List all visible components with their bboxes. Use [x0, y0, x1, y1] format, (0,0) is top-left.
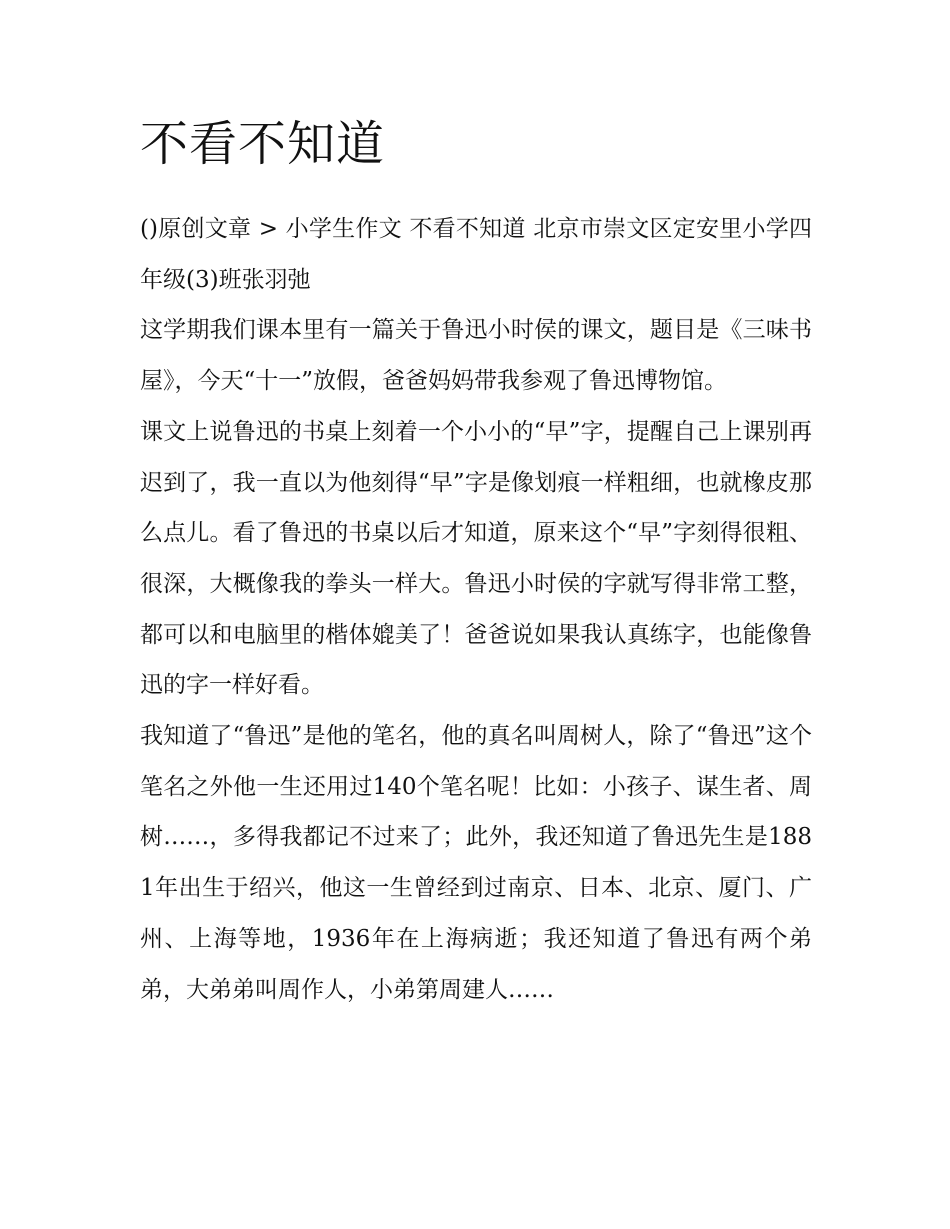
- body-paragraph-3: 我知道了“鲁迅”是他的笔名，他的真名叫周树人，除了“鲁迅”这个笔名之外他一生还用过140个笔名呢！比如：小孩子、谋生者、周树……，多得我都记不过来了；此外，我还知道了鲁迅先生是1881年出生于绍兴，他这一生曾经到过南京、日本、北京、厦门、广州、上海等地，1936年在上海病逝；我还知道了鲁迅有两个弟弟，大弟弟叫周作人，小弟第周建人……: [140, 723, 812, 1003]
- body-paragraph-2: 课文上说鲁迅的书桌上刻着一个小小的“早”字，提醒自己上课别再迟到了，我一直以为他刻得“早”字是像划痕一样粗细，也就橡皮那么点儿。看了鲁迅的书桌以后才知道，原来这个“早”字刻得很粗、很深，大概像我的拳头一样大。鲁迅小时侯的字就写得非常工整，都可以和电脑里的楷体媲美了！爸爸说如果我认真练字，也能像鲁迅的字一样好看。: [140, 418, 812, 699]
- document-title: 不看不知道: [140, 116, 386, 172]
- document-page: [140, 112, 812, 1015]
- body-paragraph-1: 这学期我们课本里有一篇关于鲁迅小时侯的课文，题目是《三味书屋》，今天“十一”放假，爸爸妈妈带我参观了鲁迅博物馆。: [140, 317, 812, 395]
- source-line-paragraph: ()原创文章 > 小学生作文 不看不知道 北京市崇文区定安里小学四年级(3)班张羽弛: [140, 216, 812, 293]
